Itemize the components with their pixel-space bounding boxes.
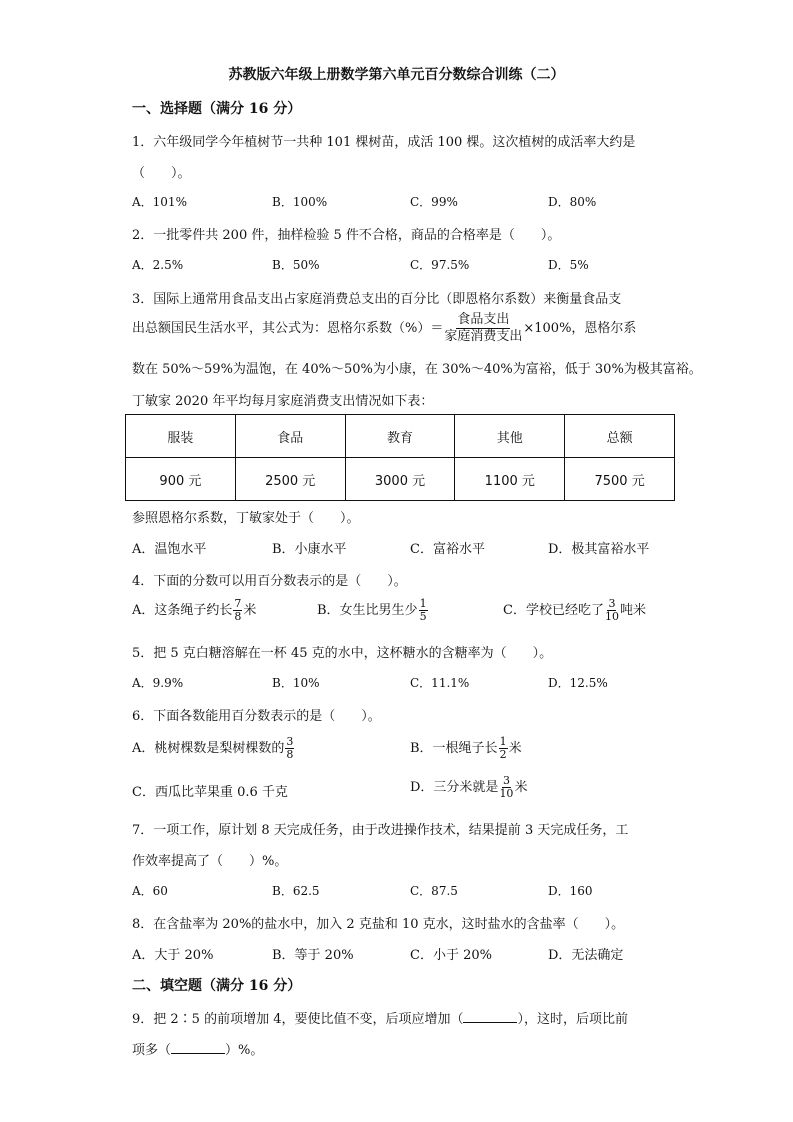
q4-option-c-unit: 吨米 bbox=[619, 603, 646, 618]
q3-text-line4: 丁敏家 2020 年平均每月家庭消费支出情况如下表： bbox=[132, 394, 434, 409]
q2-option-d[interactable]: D．5% bbox=[548, 258, 589, 272]
q6-option-b-text: B．一根绳子长 bbox=[410, 741, 498, 756]
q3-line2-suffix: ×100%，恩格尔系 bbox=[523, 321, 637, 336]
q2-option-b[interactable]: B．50% bbox=[272, 258, 320, 272]
q9-line2-suffix: ）%。 bbox=[225, 1043, 264, 1058]
q2-option-a[interactable]: A．2.5% bbox=[132, 258, 184, 272]
q9-line1-suffix: ），这时，后项比前 bbox=[517, 1012, 628, 1027]
numerator: 3 bbox=[502, 774, 510, 787]
fraction bbox=[233, 598, 242, 623]
numerator: 7 bbox=[234, 597, 242, 610]
q5-option-b[interactable]: B．10% bbox=[272, 676, 320, 690]
q8-option-c[interactable]: C．小于 20% bbox=[410, 948, 492, 963]
q1-text-line1: 1．六年级同学今年植树节一共种 101 棵树苗，成活 100 棵。这次植树的成活率大约是 bbox=[132, 135, 636, 150]
table-header-cell: 其他 bbox=[455, 415, 565, 458]
table-cell: 2500 元 bbox=[235, 458, 345, 501]
q2-option-c[interactable]: C．97.5% bbox=[410, 258, 470, 272]
fraction bbox=[605, 598, 619, 623]
q3-text-line1: 3．国际上通常用食品支出占家庭消费总支出的百分比（即恩格尔系数）来衡量食品支 bbox=[132, 292, 622, 307]
denominator: 8 bbox=[286, 748, 294, 761]
q8-option-a[interactable]: A．大于 20% bbox=[132, 948, 214, 963]
q4-text-line1: 4．下面的分数可以用百分数表示的是（ ）。 bbox=[132, 574, 407, 589]
q4-option-c[interactable] bbox=[503, 598, 646, 623]
q6-option-d-unit: 米 bbox=[514, 780, 528, 795]
q5-option-d[interactable]: D．12.5% bbox=[548, 676, 608, 690]
q6-text-line1: 6．下面各数能用百分数表示的是（ ）。 bbox=[132, 709, 381, 724]
q6-option-d[interactable] bbox=[410, 775, 527, 800]
denominator: 10 bbox=[604, 610, 619, 623]
table-header-cell: 服装 bbox=[126, 415, 236, 458]
denominator: 5 bbox=[419, 610, 427, 623]
q7-option-d[interactable]: D．160 bbox=[548, 884, 593, 898]
q4-option-a[interactable] bbox=[132, 598, 256, 623]
q3-option-a[interactable]: A．温饱水平 bbox=[132, 542, 207, 557]
q9-text-line1 bbox=[132, 1008, 628, 1027]
q7-option-c[interactable]: C．87.5 bbox=[410, 884, 458, 898]
q9-text-line2 bbox=[132, 1039, 263, 1058]
fraction bbox=[499, 736, 508, 761]
q9-line1-prefix: 9．把 2∶5 的前项增加 4，要使比值不变，后项应增加（ bbox=[132, 1012, 464, 1027]
q3-line2-prefix: 出总额国民生活水平，其公式为：恩格尔系数（%）＝ bbox=[132, 321, 444, 336]
answer-blank[interactable] bbox=[171, 1043, 225, 1054]
q6-option-b[interactable] bbox=[410, 736, 522, 761]
q7-option-a[interactable]: A．60 bbox=[132, 884, 168, 898]
numerator: 3 bbox=[286, 735, 294, 748]
q1-option-d[interactable]: D．80% bbox=[548, 195, 597, 209]
numerator: 1 bbox=[499, 735, 507, 748]
q7-option-b[interactable]: B．62.5 bbox=[272, 884, 320, 898]
q5-text-line1: 5．把 5 克白糖溶解在一杯 45 克的水中，这杯糖水的含糖率为（ ）。 bbox=[132, 646, 553, 661]
fraction bbox=[499, 775, 513, 800]
q8-text-line1: 8．在含盐率为 20%的盐水中，加入 2 克盐和 10 克水，这时盐水的含盐率（ ）。 bbox=[132, 917, 625, 932]
q3-text-line2 bbox=[132, 312, 636, 345]
table-cell: 900 元 bbox=[126, 458, 236, 501]
q6-option-a-text: A．桃树棵数是梨树棵数的 bbox=[132, 741, 285, 756]
q7-text-line1: 7．一项工作，原计划 8 天完成任务，由于改进操作技术，结果提前 3 天完成任务，工 bbox=[132, 823, 629, 838]
table-cell: 1100 元 bbox=[455, 458, 565, 501]
denominator: 2 bbox=[499, 748, 507, 761]
q1-text-line2: （ ）。 bbox=[132, 166, 191, 181]
table-cell: 3000 元 bbox=[345, 458, 455, 501]
q1-option-b[interactable]: B．100% bbox=[272, 195, 328, 209]
formula-denominator: 家庭消费支出 bbox=[444, 329, 523, 344]
fraction bbox=[285, 736, 294, 761]
q6-option-c[interactable]: C．西瓜比苹果重 0.6 千克 bbox=[132, 785, 288, 800]
denominator: 8 bbox=[234, 610, 242, 623]
q4-option-a-unit: 米 bbox=[243, 603, 257, 618]
q4-option-c-text: C．学校已经吃了 bbox=[503, 603, 604, 618]
q5-option-a[interactable]: A．9.9% bbox=[132, 676, 184, 690]
q9-line2-prefix: 项多（ bbox=[132, 1043, 172, 1058]
q1-option-a[interactable]: A．101% bbox=[132, 195, 187, 209]
q6-option-a[interactable] bbox=[132, 736, 295, 761]
table-header-cell: 教育 bbox=[345, 415, 455, 458]
q5-option-c[interactable]: C．11.1% bbox=[410, 676, 470, 690]
q3-option-d[interactable]: D．极其富裕水平 bbox=[548, 542, 650, 557]
table-header-cell: 食品 bbox=[235, 415, 345, 458]
q3-option-b[interactable]: B．小康水平 bbox=[272, 542, 347, 557]
q4-option-a-text: A．这条绳子约长 bbox=[132, 603, 233, 618]
q6-option-b-unit: 米 bbox=[508, 741, 522, 756]
q3-option-c[interactable]: C．富裕水平 bbox=[410, 542, 485, 557]
page-title: 苏教版六年级上册数学第六单元百分数综合训练（二） bbox=[228, 67, 565, 83]
q8-option-d[interactable]: D．无法确定 bbox=[548, 948, 624, 963]
answer-blank[interactable] bbox=[463, 1012, 517, 1023]
q7-text-line2: 作效率提高了（ ）%。 bbox=[132, 854, 288, 869]
fraction bbox=[419, 598, 428, 623]
table-header-cell: 总额 bbox=[565, 415, 675, 458]
numerator: 3 bbox=[608, 597, 616, 610]
table-header-row bbox=[126, 415, 675, 458]
section-heading-choice: 一、选择题（满分 16 分） bbox=[132, 101, 302, 117]
table-row bbox=[126, 458, 675, 501]
q4-option-b-text: B．女生比男生少 bbox=[317, 603, 418, 618]
numerator: 1 bbox=[419, 597, 427, 610]
q1-option-c[interactable]: C．99% bbox=[410, 195, 458, 209]
q3-text-line3: 数在 50%～59%为温饱，在 40%～50%为小康，在 30%～40%为富裕，低于 30%为极其富裕。 bbox=[132, 362, 702, 377]
q6-option-d-text: D．三分米就是 bbox=[410, 780, 499, 795]
expense-table bbox=[125, 414, 675, 501]
q4-option-b[interactable] bbox=[317, 598, 429, 623]
q8-option-b[interactable]: B．等于 20% bbox=[272, 948, 354, 963]
table-cell: 7500 元 bbox=[565, 458, 675, 501]
denominator: 10 bbox=[499, 787, 514, 800]
formula-numerator: 食品支出 bbox=[457, 312, 510, 327]
q3-text-line5: 参照恩格尔系数，丁敏家处于（ ）。 bbox=[132, 511, 360, 526]
q2-text-line1: 2．一批零件共 200 件，抽样检验 5 件不合格，商品的合格率是（ ）。 bbox=[132, 228, 561, 243]
section-heading-fill-blank: 二、填空题（满分 16 分） bbox=[132, 978, 302, 994]
engel-formula-fraction bbox=[444, 312, 522, 345]
